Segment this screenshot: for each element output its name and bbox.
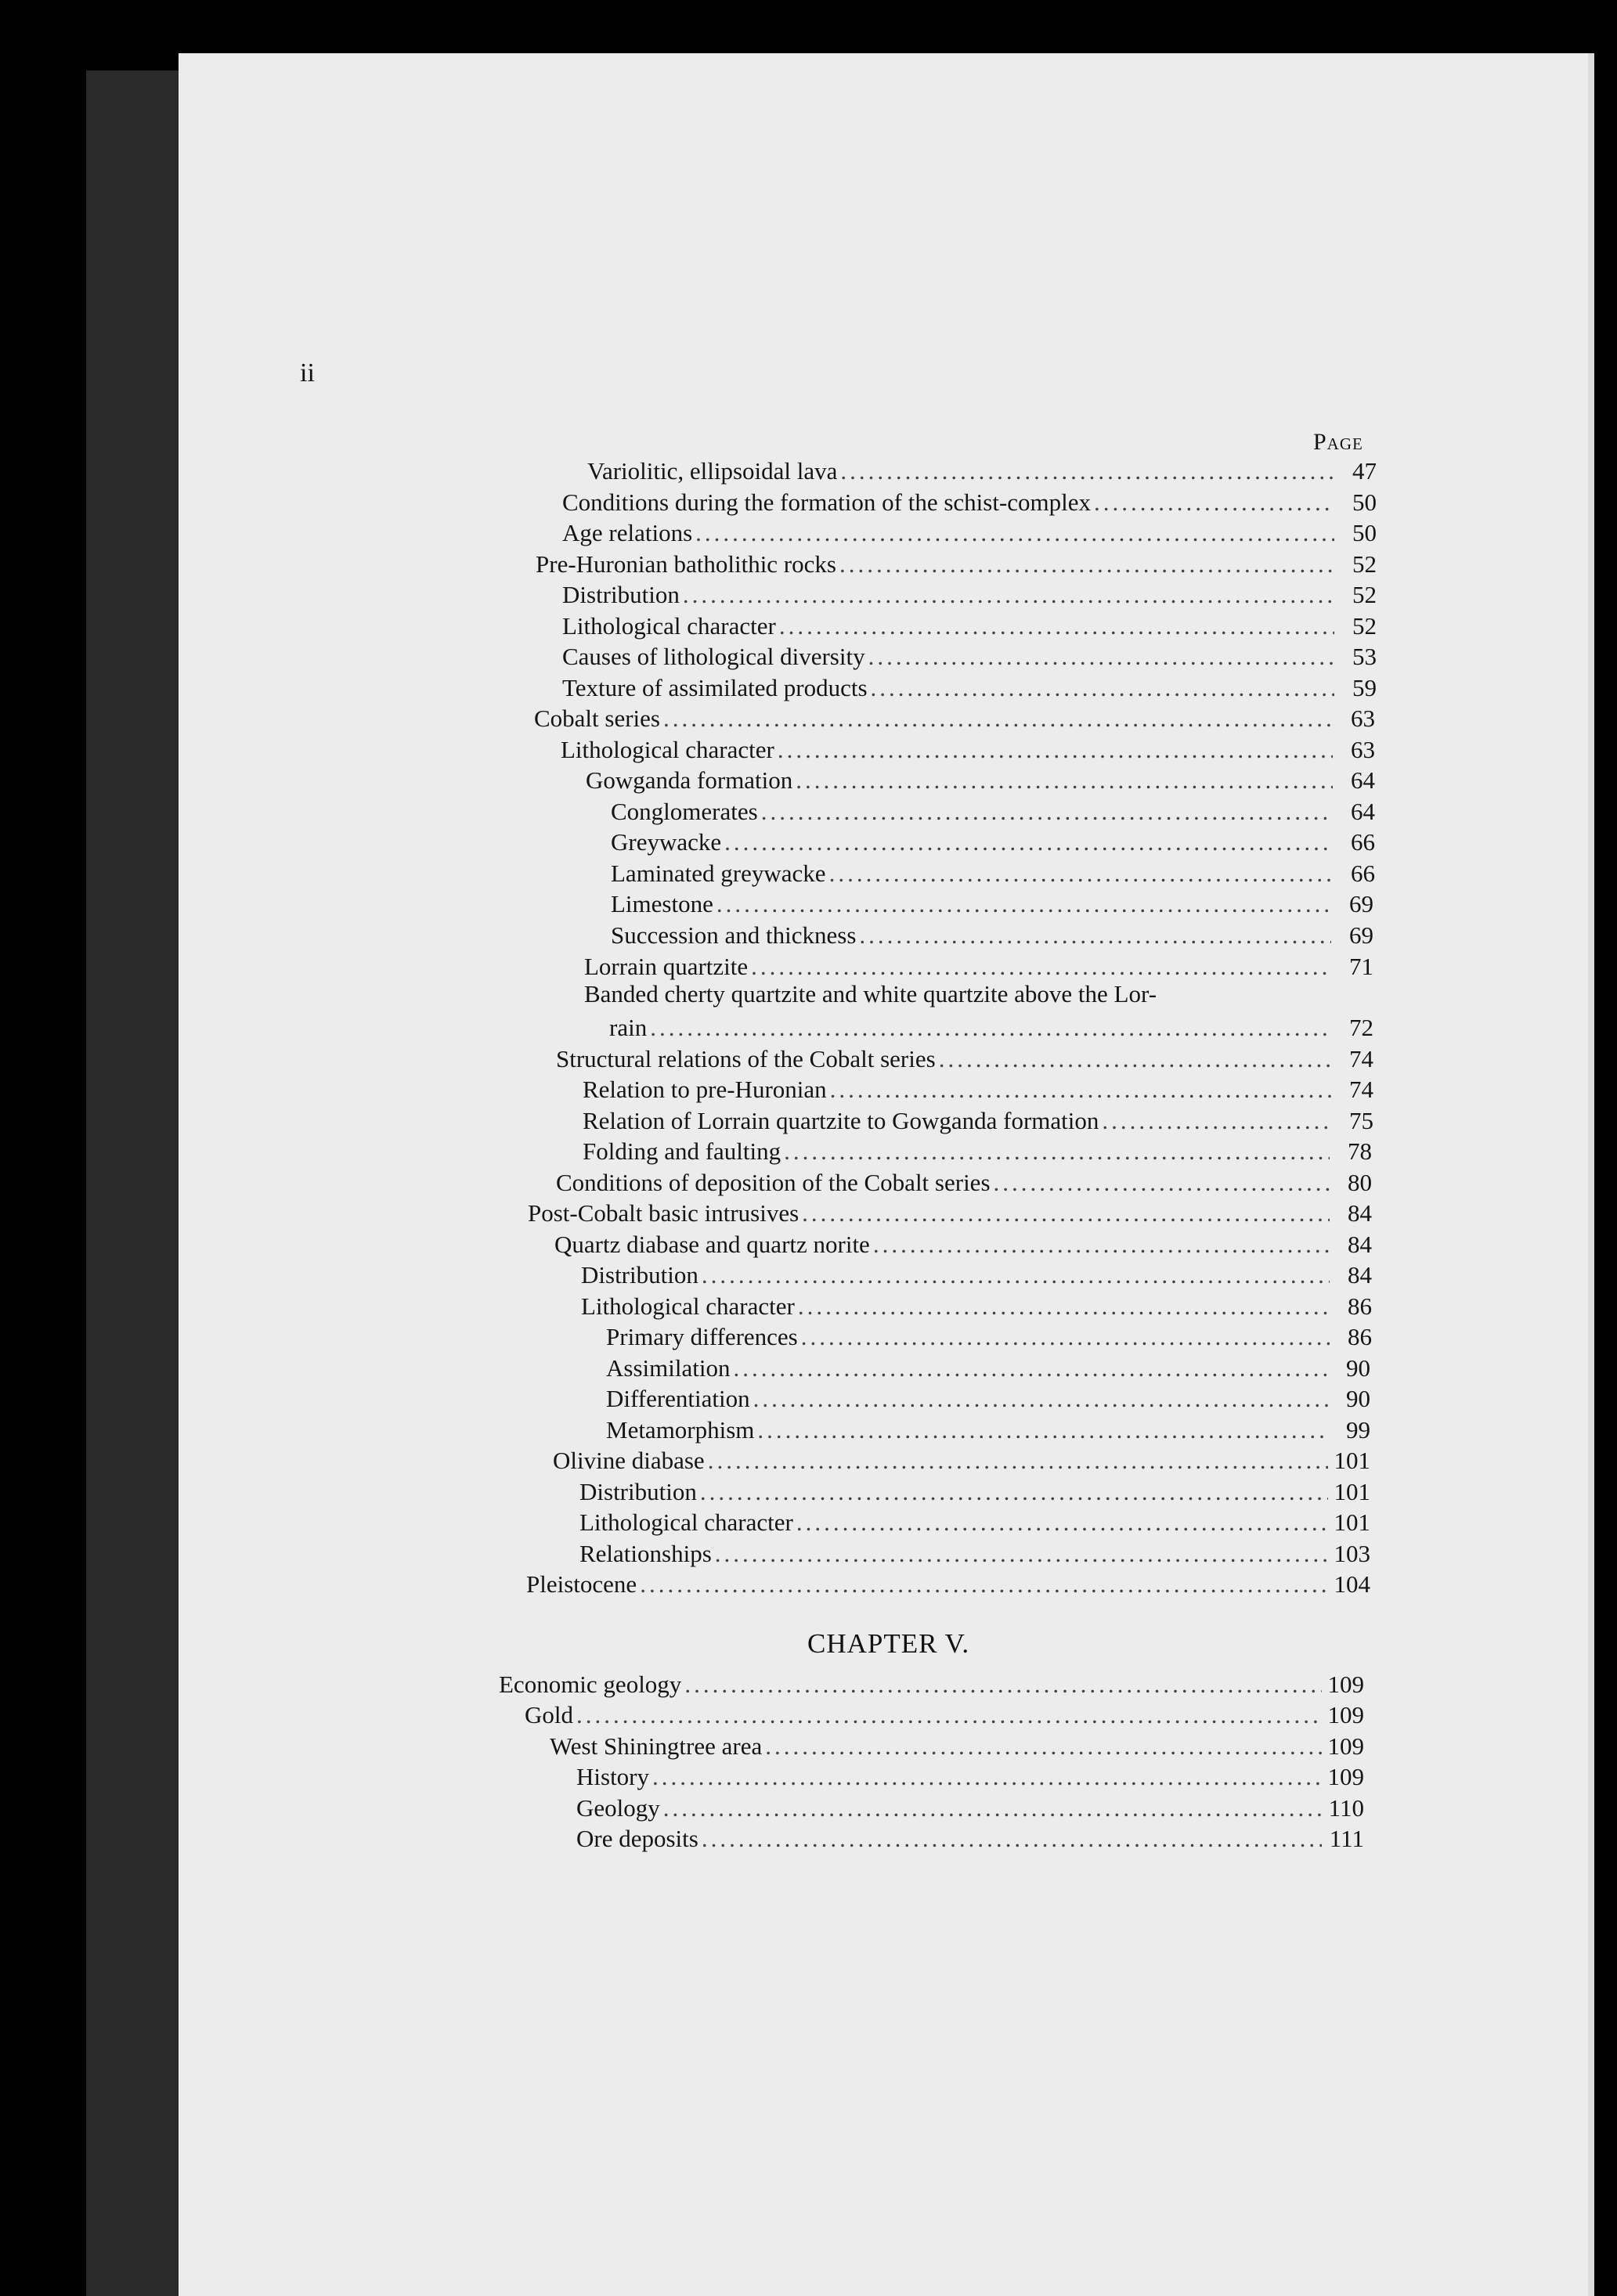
toc-entry: Differentiation ..... 90: [606, 1382, 1370, 1413]
toc-entry: Lithological character ..... 52: [562, 609, 1377, 640]
page-edge: [1588, 53, 1594, 2296]
toc-entry: Distribution ..... 101: [579, 1475, 1370, 1506]
toc-entry: rain ..... 72: [609, 1011, 1373, 1042]
toc-entry: Economic geology ..... 109: [499, 1667, 1364, 1699]
toc-entry: Conglomerates ..... 64: [611, 795, 1375, 826]
toc-entry: Gold ..... 109: [525, 1698, 1364, 1729]
toc-entry: Greywacke ..... 66: [611, 825, 1375, 856]
toc-entry: Relationships ..... 103: [579, 1537, 1370, 1568]
toc-entry: Conditions of deposition of the Cobalt series ..... 80: [556, 1166, 1372, 1197]
toc-entry: Lithological character ..... 86: [581, 1289, 1372, 1321]
toc-entry: Pleistocene ..... 104: [526, 1567, 1370, 1599]
toc-entry: West Shiningtree area ..... 109: [550, 1729, 1364, 1761]
page-column-header: Page: [1313, 429, 1363, 455]
toc-entry: Structural relations of the Cobalt series ..... 74: [556, 1042, 1373, 1073]
toc-entry: Assimilation ..... 90: [606, 1351, 1370, 1382]
toc-entry: Relation of Lorrain quartzite to Gowganda formation ..... 75: [583, 1104, 1373, 1135]
toc-entry: Texture of assimilated products ..... 59: [562, 671, 1377, 702]
toc-entry-wrapped: Banded cherty quartzite and white quartzite above the Lor-: [584, 980, 1157, 1007]
toc-entry: Distribution ..... 84: [581, 1258, 1372, 1289]
chapter-heading: CHAPTER V.: [807, 1628, 970, 1659]
toc-entry: Laminated greywacke ..... 66: [611, 856, 1375, 888]
toc-entry: Age relations ..... 50: [562, 516, 1377, 547]
toc-entry: Limestone ..... 69: [611, 887, 1373, 918]
toc-entry: Conditions during the formation of the schist-complex ..... 50: [562, 485, 1377, 517]
toc-entry: Cobalt series ..... 63: [534, 701, 1375, 733]
toc-entry: Distribution ..... 52: [562, 578, 1377, 609]
toc-entry: Gowganda formation ..... 64: [586, 763, 1375, 795]
toc-entry: Succession and thickness ..... 69: [611, 918, 1373, 950]
toc-entry: Metamorphism ..... 99: [606, 1413, 1370, 1444]
toc-entry: Variolitic, ellipsoidal lava ..... 47: [587, 454, 1377, 485]
toc-entry: History ..... 109: [576, 1760, 1364, 1791]
toc-entry: Post-Cobalt basic intrusives ..... 84: [528, 1196, 1372, 1227]
page-number: ii: [300, 359, 315, 387]
toc-entry: Geology ..... 110: [576, 1791, 1364, 1822]
book-spine: [86, 70, 180, 2296]
toc-entry: Folding and faulting ..... 78: [583, 1134, 1372, 1166]
toc-entry: Primary differences ..... 86: [606, 1320, 1372, 1351]
toc-entry: Relation to pre-Huronian ..... 74: [583, 1072, 1373, 1104]
toc-entry: Causes of lithological diversity ..... 53: [562, 640, 1377, 671]
toc-entry: Quartz diabase and quartz norite ..... 84: [554, 1227, 1372, 1259]
toc-entry: Lorrain quartzite ..... 71: [584, 950, 1373, 981]
toc-entry: Lithological character ..... 101: [579, 1505, 1370, 1537]
toc-entry: Lithological character ..... 63: [561, 733, 1375, 764]
toc-entry: Ore deposits ..... 111: [576, 1822, 1364, 1853]
toc-entry: Olivine diabase ..... 101: [553, 1444, 1370, 1475]
toc-entry: Pre-Huronian batholithic rocks ..... 52: [536, 547, 1377, 579]
